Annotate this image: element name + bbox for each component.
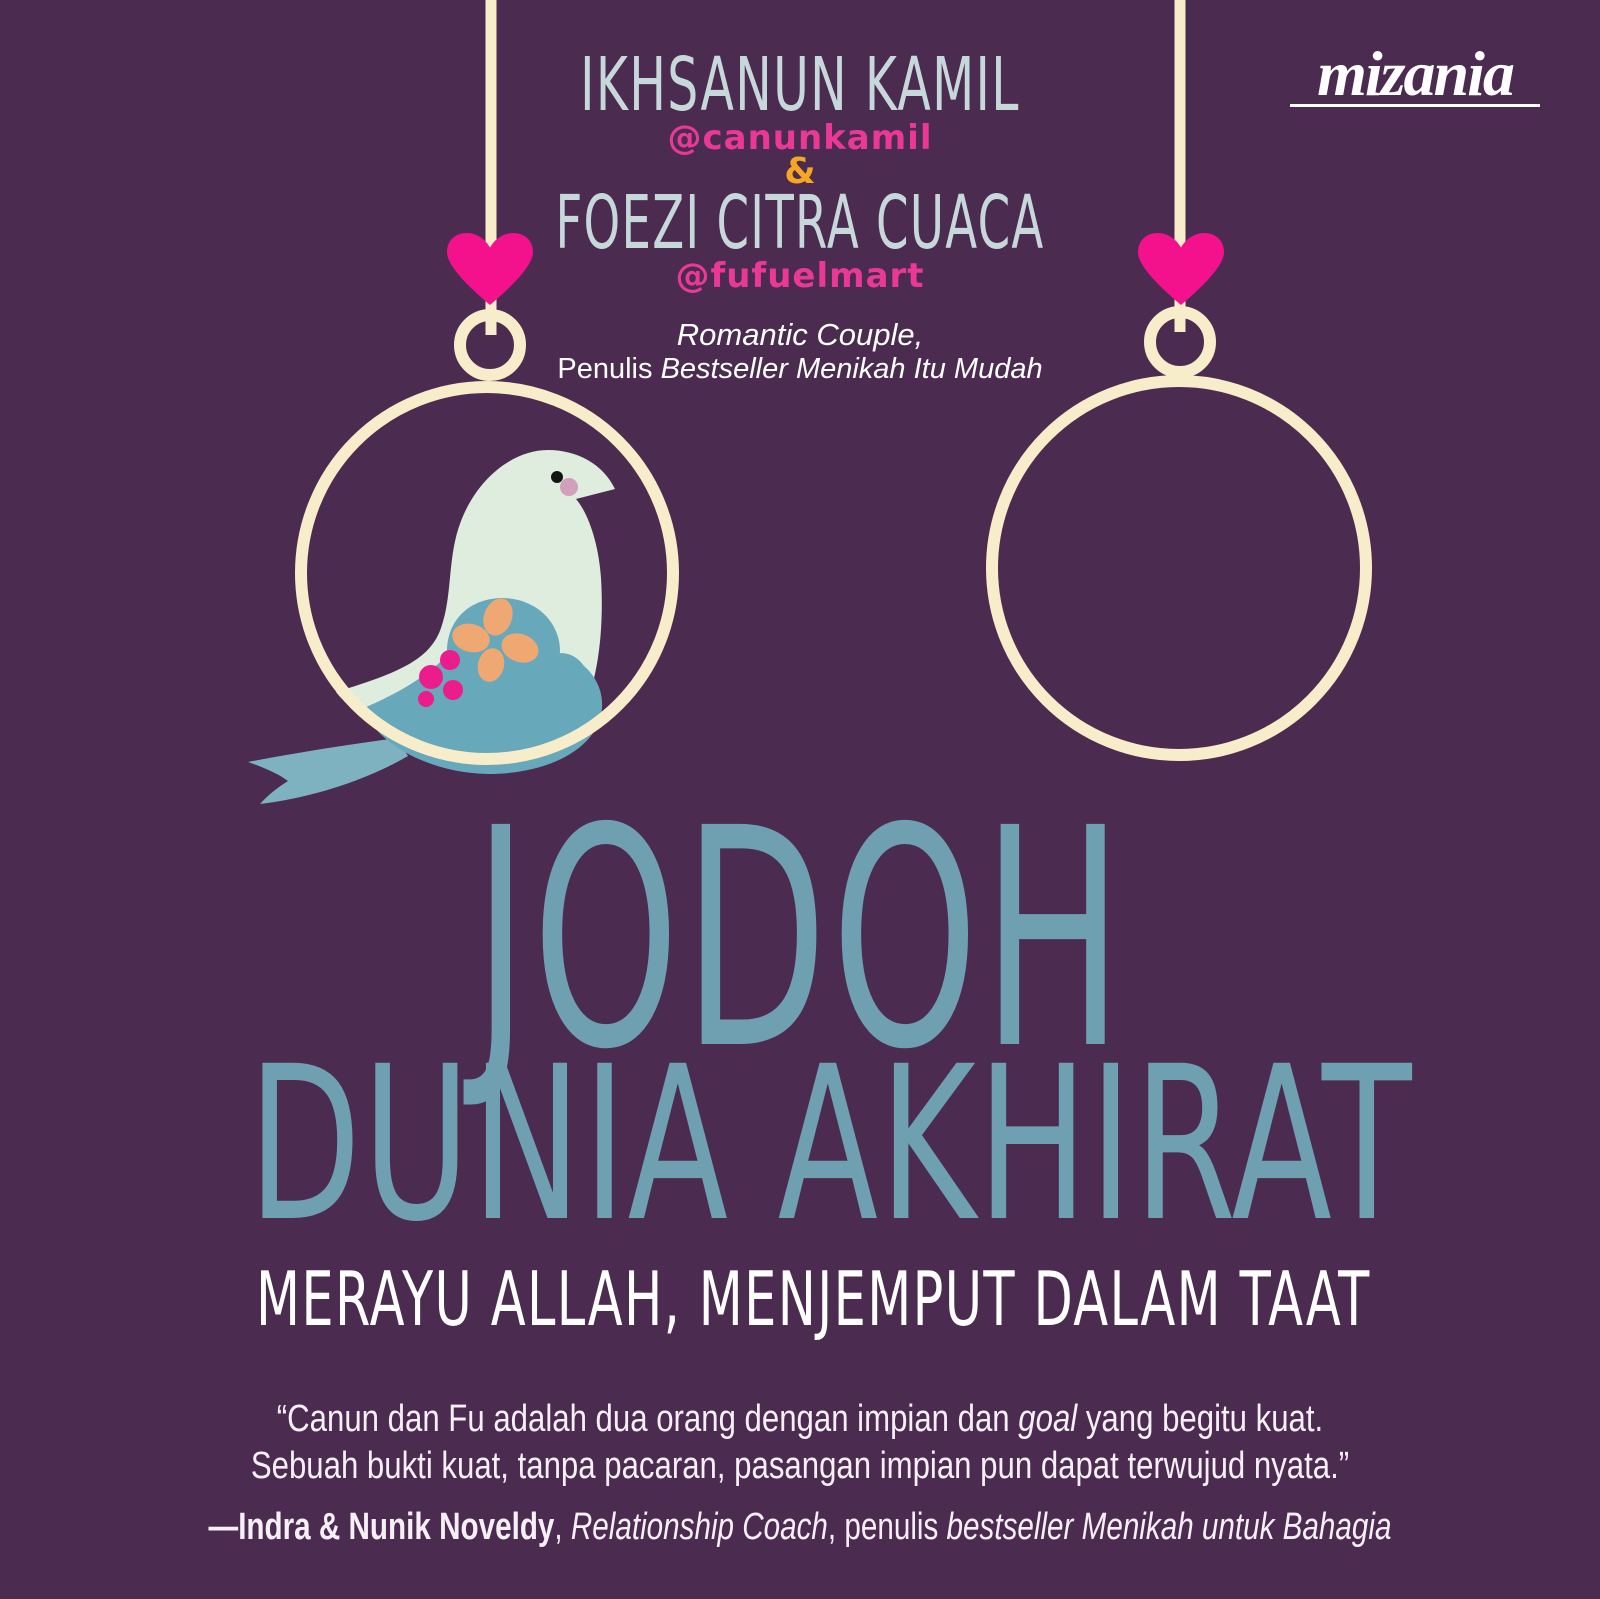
title-line2 [248, 1021, 1414, 1269]
quote-line1-italic: goal [1018, 1398, 1078, 1440]
quote-line1-part2: yang begitu kuat. [1077, 1398, 1324, 1440]
testimonial-block [0, 1396, 1600, 1551]
title-line1-text: JODOH [473, 765, 1127, 1116]
author1-name: IKHSANUN KAMIL [580, 42, 1020, 128]
credential-line2 [0, 352, 1600, 386]
bird-cheek [560, 478, 578, 496]
attribution-role: Relationship Coach [570, 1506, 828, 1548]
authors-block [0, 42, 1600, 386]
credential-line2-title: Bestseller Menikah Itu Mudah [660, 353, 1043, 385]
ampersand: & [784, 151, 816, 192]
quote-line1 [144, 1396, 1456, 1443]
quote-attribution [176, 1504, 1424, 1551]
attribution-sep1: , [554, 1506, 571, 1548]
credential-line1: Romantic Couple, [676, 317, 924, 352]
author1-handle: @canunkamil [667, 118, 933, 158]
author2-name: FOEZI CITRA CUACA [555, 180, 1045, 266]
quote-line1-part1: “Canun dan Fu adalah dua orang dengan impian dan [276, 1398, 1019, 1440]
attribution-work: bestseller Menikah untuk Bahagia [946, 1506, 1392, 1548]
bird-eye [551, 471, 563, 483]
title-tagline [256, 1255, 1371, 1343]
attribution-sep2: , penulis [827, 1506, 947, 1548]
title-tagline-text: MERAYU ALLAH, MENJEMPUT DALAM TAAT [256, 1255, 1371, 1343]
ring-ornament [992, 381, 1366, 755]
quote-line2: Sebuah bukti kuat, tanpa pacaran, pasangan impian pun dapat terwujud nyata.” [250, 1445, 1350, 1487]
credential-line2-prefix: Penulis [557, 353, 661, 385]
title-line2-text: DUNIA AKHIRAT [248, 1021, 1414, 1269]
publisher-logo: mizania [1290, 44, 1540, 107]
author2-handle: @fufuelmart [675, 256, 925, 296]
attribution-name: —Indra & Nunik Noveldy [208, 1506, 555, 1548]
